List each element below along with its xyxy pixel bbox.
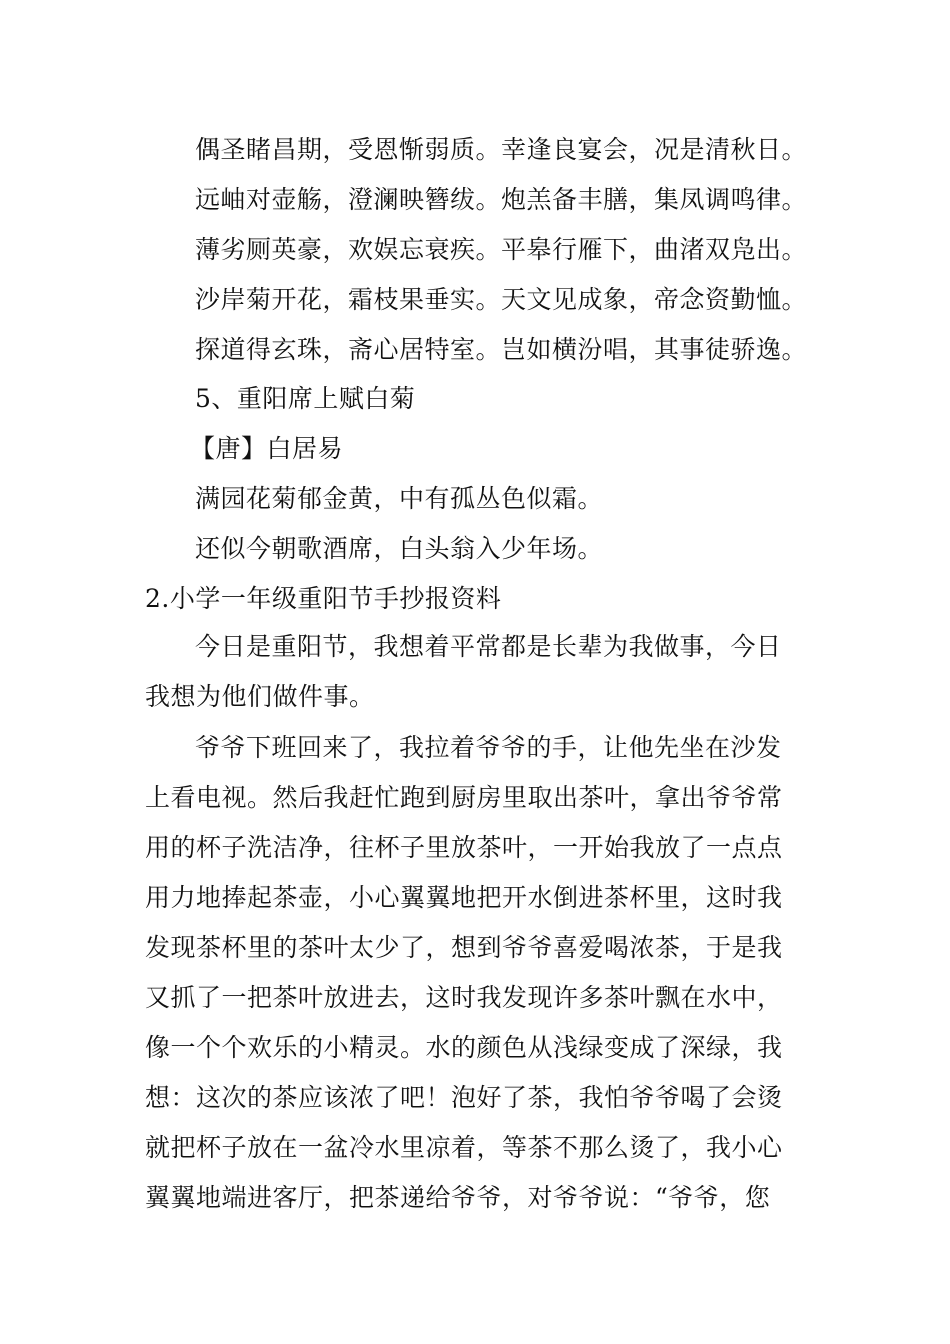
poem-line: 远岫对壶觞，澄澜映簪绂。炮羔备丰膳，集凤调鸣律。	[195, 185, 808, 214]
section-heading: 2.小学一年级重阳节手抄报资料	[145, 584, 502, 613]
paragraph-line: 像一个个欢乐的小精灵。水的颜色从浅绿变成了深绿，我	[145, 1033, 783, 1062]
poem-author: 【唐】白居易	[190, 434, 344, 463]
paragraph-line: 又抓了一把茶叶放进去，这时我发现许多茶叶飘在水中，	[145, 983, 783, 1012]
paragraph-line: 想：这次的茶应该浓了吧！泡好了茶，我怕爷爷喝了会烫	[145, 1083, 783, 1112]
paragraph-line: 用的杯子洗洁净，往杯子里放茶叶，一开始我放了一点点	[145, 833, 783, 862]
paragraph-line: 爷爷下班回来了，我拉着爷爷的手，让他先坐在沙发	[195, 733, 782, 762]
poem-line: 沙岸菊开花，霜枝果垂实。天文见成象，帝念资勤恤。	[195, 285, 808, 314]
paragraph-line: 我想为他们做件事。	[145, 682, 375, 711]
paragraph-line: 发现茶杯里的茶叶太少了，想到爷爷喜爱喝浓茶，于是我	[145, 933, 783, 962]
poem-line: 还似今朝歌酒席，白头翁入少年场。	[195, 534, 604, 563]
paragraph-line: 用力地捧起茶壶，小心翼翼地把开水倒进茶杯里，这时我	[145, 883, 783, 912]
poem-line: 满园花菊郁金黄，中有孤丛色似霜。	[195, 484, 604, 513]
paragraph-line: 今日是重阳节，我想着平常都是长辈为我做事，今日	[195, 632, 782, 661]
poem-title: 5、重阳席上赋白菊	[195, 384, 416, 413]
paragraph-line: 上看电视。然后我赶忙跑到厨房里取出茶叶，拿出爷爷常	[145, 783, 783, 812]
paragraph-line: 就把杯子放在一盆冷水里凉着，等茶不那么烫了，我小心	[145, 1133, 783, 1162]
poem-line: 薄劣厕英豪，欢娱忘衰疾。平皋行雁下，曲渚双凫出。	[195, 235, 808, 264]
poem-line: 探道得玄珠，斋心居特室。岂如横汾唱，其事徒骄逸。	[195, 335, 808, 364]
paragraph-line: 翼翼地端进客厅，把茶递给爷爷，对爷爷说：“爷爷，您	[145, 1183, 771, 1212]
poem-line: 偶圣睹昌期，受恩惭弱质。幸逢良宴会，况是清秋日。	[195, 135, 808, 164]
